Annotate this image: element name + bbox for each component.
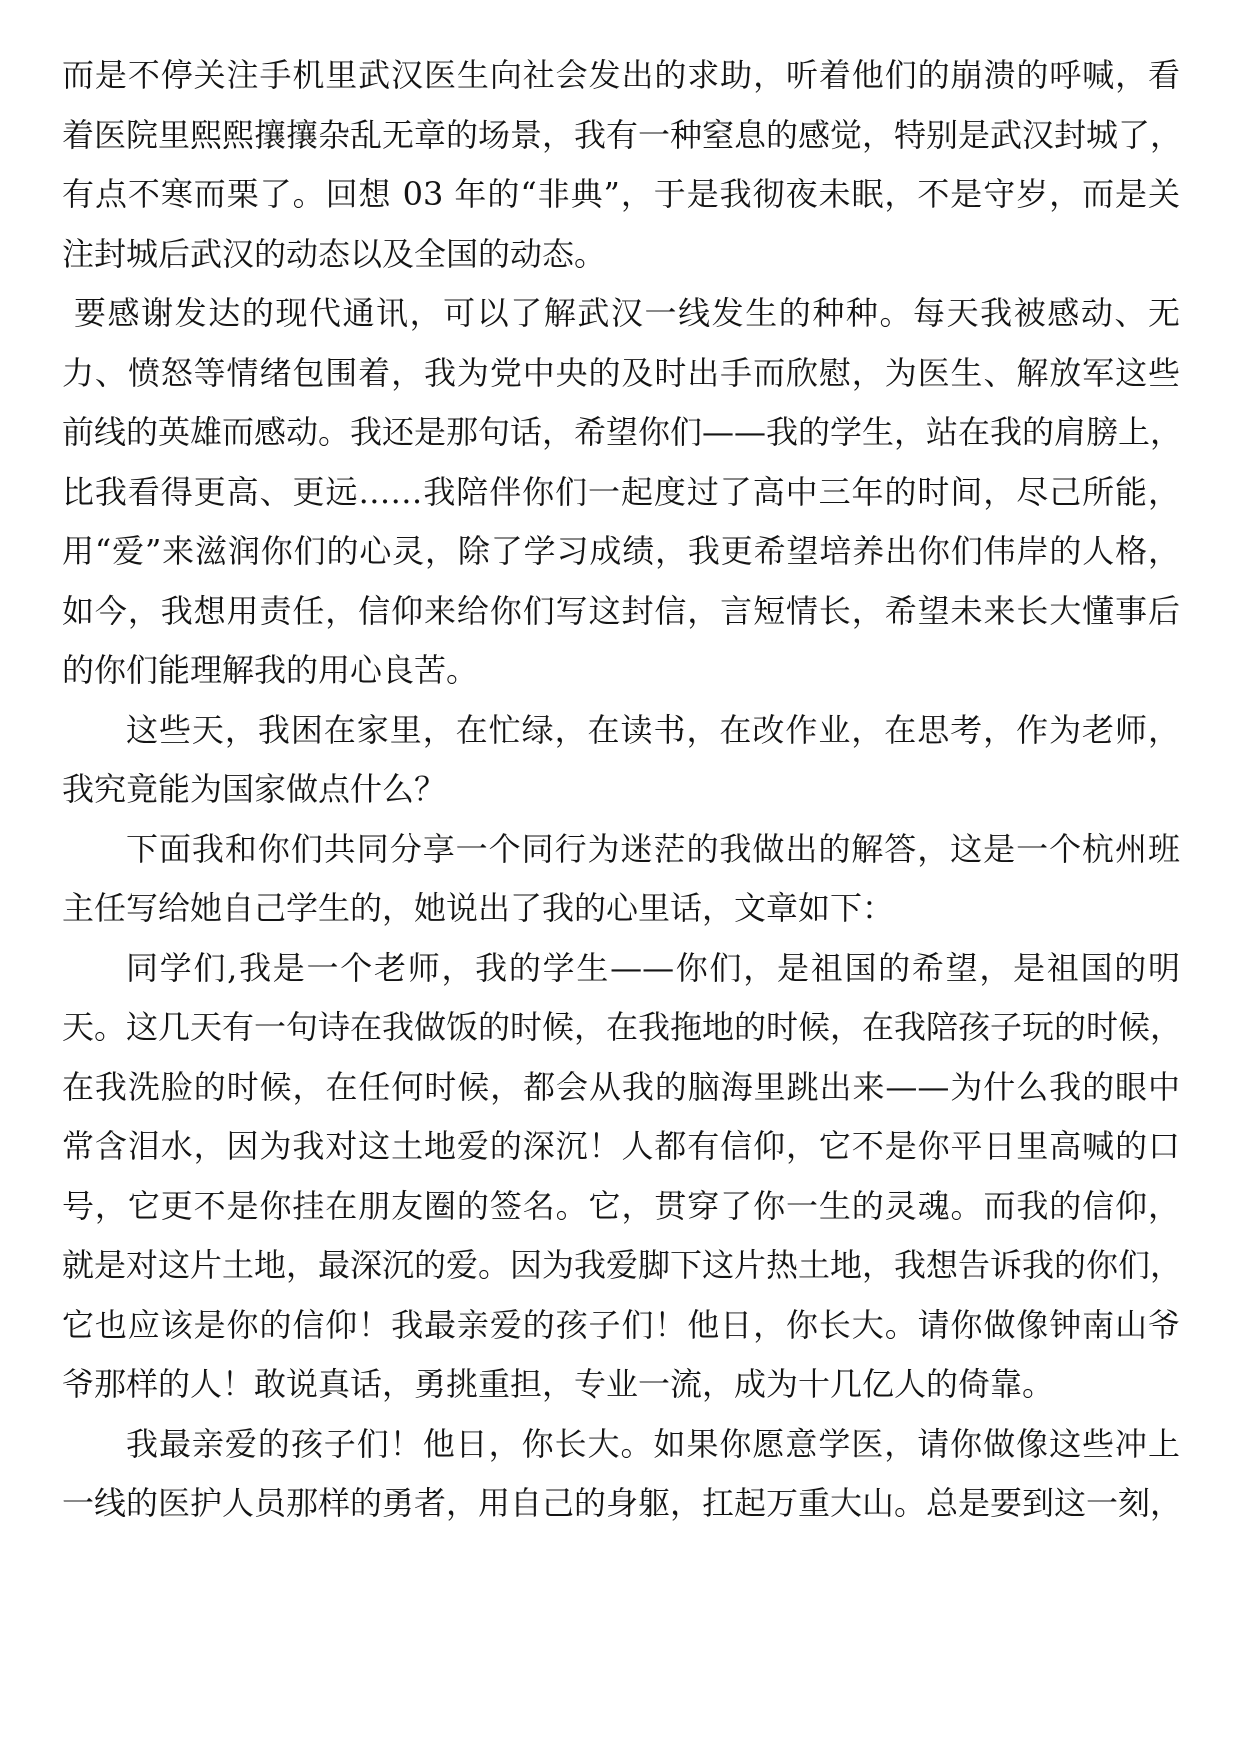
text-line: 在我洗脸的时候，在任何时候，都会从我的脑海里跳出来——为什么我的眼中 xyxy=(62,1067,1180,1106)
text-line: 我究竟能为国家做点什么？ xyxy=(62,770,447,808)
text-line: 着医院里熙熙攘攘杂乱无章的场景，我有一种窒息的感觉，特别是武汉封城了， xyxy=(62,115,1183,154)
text-line: 如今，我想用责任，信仰来给你们写这封信，言短情长，希望未来长大懂事后 xyxy=(62,591,1180,630)
text-line: 这些天，我困在家里，在忙绿，在读书，在改作业，在思考，作为老师， xyxy=(126,710,1180,749)
text-line: 而是不停关注手机里武汉医生向社会发出的求助，听着他们的崩溃的呼喊，看 xyxy=(62,56,1180,94)
text-line: 号，它更不是你挂在朋友圈的签名。它，贯穿了你一生的灵魂。而我的信仰， xyxy=(62,1186,1180,1225)
text-line: 一线的医护人员那样的勇者，用自己的身躯，扛起万重大山。总是要到这一刻， xyxy=(62,1484,1183,1522)
text-line: 爷那样的人！敢说真话，勇挑重担，专业一流，成为十几亿人的倚靠。 xyxy=(62,1365,1055,1403)
text-line: 就是对这片土地，最深沉的爱。因为我爱脚下这片热土地，我想告诉我的你们， xyxy=(62,1246,1183,1284)
text-line: 比我看得更高、更远……我陪伴你们一起度过了高中三年的时间，尽己所能， xyxy=(62,472,1180,511)
text-line: 用“爱”来滋润你们的心灵，除了学习成绩，我更希望培养出你们伟岸的人格， xyxy=(62,532,1180,570)
text-line: 我最亲爱的孩子们！他日，你长大。如果你愿意学医，请你做像这些冲上 xyxy=(126,1424,1180,1463)
text-line: 注封城后武汉的动态以及全国的动态。 xyxy=(62,234,607,273)
text-line: 主任写给她自己学生的，她说出了我的心里话，文章如下： xyxy=(62,889,895,927)
text-line: 它也应该是你的信仰！我最亲爱的孩子们！他日，你长大。请你做像钟南山爷 xyxy=(62,1305,1180,1344)
text-line: 力、愤怒等情绪包围着，我为党中央的及时出手而欣慰，为医生、解放军这些 xyxy=(62,353,1180,392)
text-line: 的你们能理解我的用心良苦。 xyxy=(62,651,479,689)
text-line: 同学们,我是一个老师，我的学生——你们，是祖国的希望，是祖国的明 xyxy=(126,948,1180,987)
text-line: 前线的英雄而感动。我还是那句话，希望你们——我的学生，站在我的肩膀上， xyxy=(62,413,1183,451)
text-line: 天。这几天有一句诗在我做饭的时候，在我拖地的时候，在我陪孩子玩的时候， xyxy=(62,1008,1183,1046)
text-line: 要感谢发达的现代通讯，可以了解武汉一线发生的种种。每天我被感动、无 xyxy=(74,294,1180,332)
text-line: 常含泪水，因为我对这土地爱的深沉！人都有信仰，它不是你平日里高喊的口 xyxy=(62,1127,1180,1165)
document-page xyxy=(62,46,1183,1534)
text-line: 有点不寒而栗了。回想 03 年的“非典”，于是我彻夜未眠，不是守岁，而是关 xyxy=(62,175,1180,213)
text-line: 下面我和你们共同分享一个同行为迷茫的我做出的解答，这是一个杭州班 xyxy=(126,829,1180,868)
